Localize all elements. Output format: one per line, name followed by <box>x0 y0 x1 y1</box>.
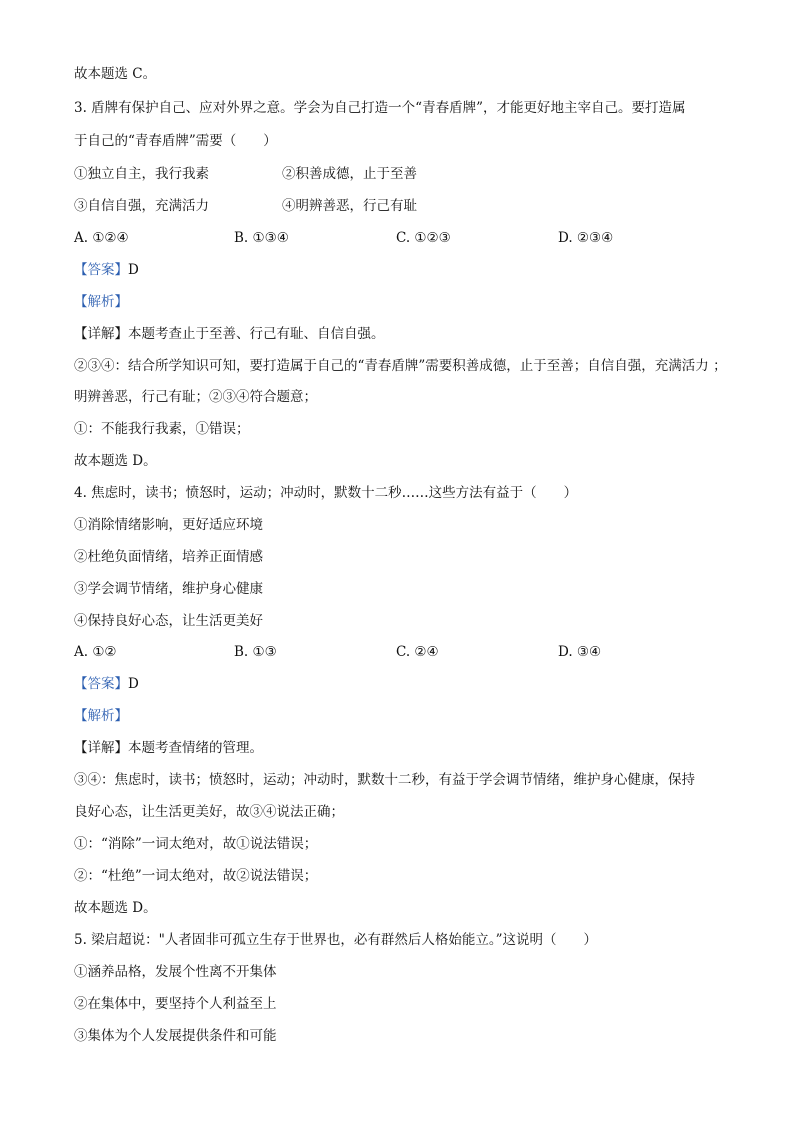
q4-item-2: ②杜绝负面情绪，培养正面情感 <box>74 549 263 565</box>
q3-answer: D <box>128 262 139 278</box>
q4-stem: 4. 焦虑时，读书；愤怒时，运动；冲动时，默数十二秒……这些方法有益于（ ） <box>74 485 578 501</box>
q5-item-1: ①涵养品格，发展个性离不开集体 <box>74 964 277 980</box>
q4-explain-line3: ①：“消除”一词太绝对，故①说法错误； <box>74 836 318 852</box>
q5-stem: 5. 梁启超说："人者固非可孤立生存于世界也，必有群然后人格始能立。”这说明（ ） <box>74 932 598 948</box>
q3-item-1: ①独立自主，我行我素 <box>74 166 209 182</box>
answer-tag: 【答案】 <box>74 676 128 692</box>
q3-item-4: ④明辨善恶，行己有耻 <box>282 198 417 214</box>
q3-conclusion: 故本题选 D。 <box>74 453 157 469</box>
q3-explain-line3: ①：不能我行我素，①错误； <box>74 421 250 437</box>
q3-stem-line1: 3. 盾牌有保护自己、应对外界之意。学会为自己打造一个“青春盾牌”，才能更好地主宰自己。要打造属 <box>74 100 686 116</box>
detail-tag: 【详解】 <box>74 326 128 342</box>
q4-item-4: ④保持良好心态，让生活更美好 <box>74 613 263 629</box>
q4-explain-line1: ③④：焦虑时，读书；愤怒时，运动；冲动时，默数十二秒，有益于学会调节情绪，维护身心健康，保持 <box>74 772 695 788</box>
q4-option-c: C. ②④ <box>396 644 439 660</box>
q3-explain-line2: 明辨善恶，行己有耻；②③④符合题意； <box>74 389 317 405</box>
q3-item-2: ②积善成德，止于至善 <box>282 166 417 182</box>
analysis-tag: 【解析】 <box>74 294 128 310</box>
q4-item-3: ③学会调节情绪，维护身心健康 <box>74 581 263 597</box>
q3-explain-line1: ②③④：结合所学知识可知，要打造属于自己的“青春盾牌”需要积善成德，止于至善；自信自强，充满活力 ； <box>74 358 727 374</box>
q3-option-a: A. ①②④ <box>74 230 129 246</box>
q4-explain-line2: 良好心态，让生活更美好，故③④说法正确； <box>74 804 344 820</box>
answer-tag: 【答案】 <box>74 262 128 278</box>
q4-explain-line4: ②：“杜绝”一词太绝对，故②说法错误； <box>74 868 318 884</box>
q3-option-d: D. ②③④ <box>558 230 614 246</box>
q3-item-3: ③自信自强，充满活力 <box>74 198 209 214</box>
q4-option-b: B. ①③ <box>234 644 277 660</box>
q3-option-b: B. ①③④ <box>234 230 289 246</box>
q4-analysis-line <box>74 708 128 724</box>
q4-option-a: A. ①② <box>74 644 117 660</box>
q5-item-2: ②在集体中，要坚持个人利益至上 <box>74 996 277 1012</box>
q3-stem-line2: 于自己的“青春盾牌”需要（ ） <box>74 133 277 149</box>
analysis-tag: 【解析】 <box>74 708 128 724</box>
q4-item-1: ①消除情绪影响，更好适应环境 <box>74 517 263 533</box>
detail-tag: 【详解】 <box>74 740 128 756</box>
q5-item-3: ③集体为个人发展提供条件和可能 <box>74 1028 277 1044</box>
q4-conclusion: 故本题选 D。 <box>74 900 157 916</box>
q4-answer-line <box>74 676 139 692</box>
q4-answer: D <box>128 676 139 692</box>
q4-detail: 本题考查情绪的管理。 <box>128 740 263 756</box>
q3-detail-line <box>74 326 385 342</box>
q3-detail: 本题考查止于至善、行己有耻、自信自强。 <box>128 326 385 342</box>
q4-detail-line <box>74 740 263 756</box>
q4-option-d: D. ③④ <box>558 644 602 660</box>
q3-answer-line <box>74 262 139 278</box>
q3-analysis-line <box>74 294 128 310</box>
q2-conclusion: 故本题选 C。 <box>74 66 157 82</box>
q3-option-c: C. ①②③ <box>396 230 451 246</box>
